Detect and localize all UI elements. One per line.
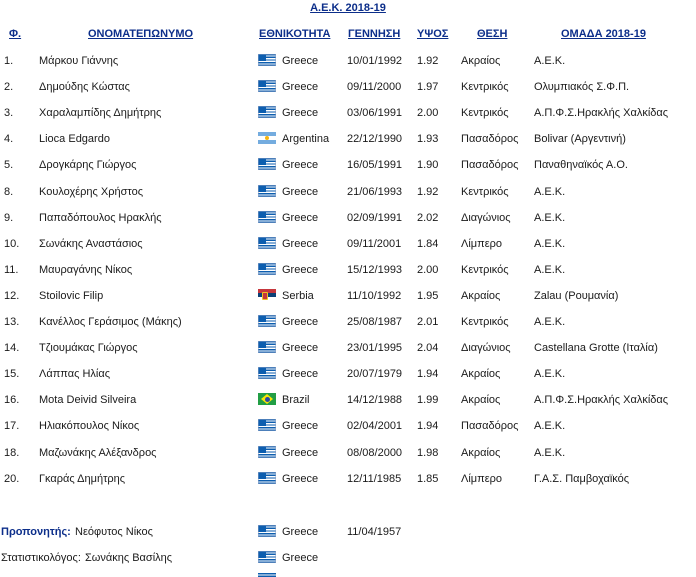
player-nationality: Greece <box>282 368 319 380</box>
player-team: Α.Ε.Κ. <box>534 212 566 224</box>
greece-flag-icon <box>258 525 276 537</box>
player-position: Πασαδόρος <box>461 420 519 432</box>
player-nationality: Greece <box>282 212 319 224</box>
header-position: ΘΕΣΗ <box>477 28 508 40</box>
player-nationality: Greece <box>282 107 319 119</box>
player-team: Castellana Grotte (Ιταλία) <box>534 342 658 354</box>
header-birth: ΓΕΝΝΗΣΗ <box>348 28 401 40</box>
player-name: Ηλιακόπουλος Νίκος <box>39 420 140 432</box>
greece-flag-icon <box>258 237 276 249</box>
player-position: Κεντρικός <box>461 107 509 119</box>
player-team: Α.Ε.Κ. <box>534 186 566 198</box>
player-position: Πασαδόρος <box>461 159 519 171</box>
player-nationality: Greece <box>282 55 319 67</box>
player-name: Μάρκου Γιάννης <box>39 55 119 67</box>
player-name: Lioca Edgardo <box>39 133 110 145</box>
greece-flag-icon <box>258 419 276 431</box>
player-number: 11. <box>4 264 19 276</box>
header-number: Φ. <box>9 28 22 40</box>
player-position: Ακραίος <box>461 55 501 67</box>
table-row <box>0 132 696 152</box>
player-birth: 03/06/1991 <box>347 107 403 119</box>
greece-flag-icon <box>258 315 276 327</box>
player-position: Πασαδόρος <box>461 133 519 145</box>
argentina-flag-icon <box>258 132 276 144</box>
player-birth: 02/09/1991 <box>347 212 403 224</box>
player-number: 9. <box>4 212 14 224</box>
player-nationality: Greece <box>282 159 319 171</box>
player-number: 13. <box>4 316 20 328</box>
player-nationality: Greece <box>282 473 319 485</box>
player-birth: 15/12/1993 <box>347 264 403 276</box>
header-nationality: ΕΘΝΙΚΟΤΗΤΑ <box>259 28 331 40</box>
serbia-flag-icon <box>258 289 276 301</box>
player-name: Παπαδόπουλος Ηρακλής <box>39 212 162 224</box>
player-position: Κεντρικός <box>461 81 509 93</box>
player-name: Stoilovic Filip <box>39 290 104 302</box>
player-name: Χαραλαμπίδης Δημήτρης <box>39 107 162 119</box>
table-row <box>0 315 696 335</box>
staff-row <box>0 525 696 545</box>
player-nationality: Argentina <box>282 133 330 145</box>
player-team: Α.Ε.Κ. <box>534 264 566 276</box>
table-row <box>0 419 696 439</box>
player-birth: 23/01/1995 <box>347 342 403 354</box>
player-team: Α.Π.Φ.Σ.Ηρακλής Χαλκίδας <box>534 107 669 119</box>
player-number: 10. <box>4 238 20 250</box>
player-name: Σωνάκης Αναστάσιος <box>39 238 143 250</box>
table-row <box>0 393 696 413</box>
staff-row <box>0 551 696 571</box>
greece-flag-icon <box>258 367 276 379</box>
player-height: 1.84 <box>417 238 439 250</box>
player-nationality: Brazil <box>282 394 310 406</box>
player-number: 15. <box>4 368 20 380</box>
table-row <box>0 80 696 100</box>
player-number: 18. <box>4 447 20 459</box>
player-height: 1.90 <box>417 159 439 171</box>
player-number: 5. <box>4 159 14 171</box>
player-nationality: Greece <box>282 264 319 276</box>
greece-flag-icon <box>258 80 276 92</box>
player-team: Α.Ε.Κ. <box>534 55 566 67</box>
player-position: Ακραίος <box>461 447 501 459</box>
player-number: 8. <box>4 186 14 198</box>
staff-birth: 11/04/1957 <box>347 526 402 538</box>
player-number: 1. <box>4 55 14 67</box>
header-team: ΟΜΑΔΑ 2018-19 <box>561 28 646 40</box>
player-name: Γκαράς Δημήτρης <box>39 473 126 485</box>
table-row <box>0 263 696 283</box>
player-nationality: Greece <box>282 81 319 93</box>
player-team: Γ.Α.Σ. Παμβοχαϊκός <box>534 473 630 485</box>
player-nationality: Serbia <box>282 290 314 302</box>
table-row <box>0 158 696 178</box>
player-position: Λίμπερο <box>461 473 502 485</box>
player-number: 20. <box>4 473 20 485</box>
player-height: 1.99 <box>417 394 439 406</box>
player-nationality: Greece <box>282 238 319 250</box>
player-name: Δημούδης Κώστας <box>39 81 130 93</box>
table-row <box>0 211 696 231</box>
player-birth: 08/08/2000 <box>347 447 403 459</box>
brazil-flag-icon <box>258 393 276 405</box>
table-row <box>0 54 696 74</box>
player-birth: 02/04/2001 <box>347 420 403 432</box>
greece-flag-icon <box>258 263 276 275</box>
player-number: 3. <box>4 107 14 119</box>
player-position: Λίμπερο <box>461 238 502 250</box>
player-birth: 12/11/1985 <box>347 473 402 485</box>
player-position: Ακραίος <box>461 290 501 302</box>
player-height: 1.94 <box>417 420 439 432</box>
player-team: Α.Ε.Κ. <box>534 447 566 459</box>
player-name: Κουλοχέρης Χρήστος <box>39 186 144 198</box>
player-number: 12. <box>4 290 20 302</box>
player-name: Δρογκάρης Γιώργος <box>39 159 137 171</box>
player-position: Κεντρικός <box>461 186 509 198</box>
player-number: 17. <box>4 420 20 432</box>
greece-flag-icon <box>258 211 276 223</box>
player-height: 1.95 <box>417 290 439 302</box>
player-nationality: Greece <box>282 342 319 354</box>
player-team: Α.Ε.Κ. <box>534 238 566 250</box>
staff-nationality: Greece <box>282 552 319 564</box>
header-name: ΟΝΟΜΑΤΕΠΩΝΥΜΟ <box>88 28 194 40</box>
player-team: Α.Ε.Κ. <box>534 316 566 328</box>
greece-flag-icon <box>258 472 276 484</box>
greece-flag-icon <box>258 446 276 458</box>
table-row <box>0 446 696 466</box>
table-row <box>0 106 696 126</box>
player-height: 1.98 <box>417 447 439 459</box>
player-birth: 20/07/1979 <box>347 368 403 380</box>
table-row <box>0 367 696 387</box>
page-title: Α.Ε.Κ. 2018-19 <box>310 2 386 14</box>
greece-flag-icon <box>258 106 276 118</box>
player-team: Zalau (Ρουμανία) <box>534 290 619 302</box>
player-height: 2.04 <box>417 342 439 354</box>
player-height: 1.85 <box>417 473 439 485</box>
player-position: Διαγώνιος <box>461 212 511 224</box>
player-nationality: Greece <box>282 316 319 328</box>
player-height: 2.00 <box>417 107 439 119</box>
table-row <box>0 341 696 361</box>
table-row <box>0 185 696 205</box>
greece-flag-icon <box>258 158 276 170</box>
staff-name: Νεόφυτος Νίκος <box>75 526 153 538</box>
player-team: Α.Ε.Κ. <box>534 420 566 432</box>
player-height: 1.93 <box>417 133 439 145</box>
player-number: 14. <box>4 342 20 354</box>
staff-name: Σωνάκης Βασίλης <box>85 552 173 564</box>
player-birth: 25/08/1987 <box>347 316 403 328</box>
player-height: 1.92 <box>417 55 439 67</box>
player-team: Ολυμπιακός Σ.Φ.Π. <box>534 81 630 93</box>
player-position: Ακραίος <box>461 368 501 380</box>
header-height: ΥΨΟΣ <box>417 28 449 40</box>
player-nationality: Greece <box>282 186 319 198</box>
staff-nationality: Greece <box>282 526 319 538</box>
staff-role: Στατιστικολόγος: <box>1 552 81 564</box>
player-birth: 22/12/1990 <box>347 133 403 145</box>
player-birth: 09/11/2000 <box>347 81 402 93</box>
player-height: 2.00 <box>417 264 439 276</box>
player-height: 2.02 <box>417 212 439 224</box>
staff-role: Προπονητής: <box>1 526 71 538</box>
player-birth: 14/12/1988 <box>347 394 403 406</box>
player-birth: 16/05/1991 <box>347 159 403 171</box>
table-row <box>0 472 696 492</box>
greece-flag-icon <box>258 573 276 577</box>
greece-flag-icon <box>258 551 276 563</box>
player-height: 1.92 <box>417 186 439 198</box>
player-team: Παναθηναϊκός Α.Ο. <box>534 159 628 171</box>
player-position: Κεντρικός <box>461 316 509 328</box>
player-number: 16. <box>4 394 20 406</box>
player-birth: 21/06/1993 <box>347 186 403 198</box>
player-height: 1.97 <box>417 81 439 93</box>
player-name: Κανέλλος Γεράσιμος (Μάκης) <box>39 316 182 328</box>
player-name: Λάππας Ηλίας <box>39 368 110 380</box>
player-team: Α.Π.Φ.Σ.Ηρακλής Χαλκίδας <box>534 394 669 406</box>
player-nationality: Greece <box>282 420 319 432</box>
player-height: 2.01 <box>417 316 439 328</box>
player-position: Διαγώνιος <box>461 342 511 354</box>
player-name: Μαζωνάκης Αλέξανδρος <box>39 447 157 459</box>
player-team: Α.Ε.Κ. <box>534 368 566 380</box>
table-row <box>0 237 696 257</box>
player-name: Τζιουμάκας Γιώργος <box>39 342 138 354</box>
player-number: 4. <box>4 133 14 145</box>
player-height: 1.94 <box>417 368 439 380</box>
player-name: Mota Deivid Silveira <box>39 394 137 406</box>
player-birth: 10/01/1992 <box>347 55 403 67</box>
player-team: Bolivar (Αργεντινή) <box>534 133 626 145</box>
player-number: 2. <box>4 81 14 93</box>
greece-flag-icon <box>258 341 276 353</box>
table-row <box>0 289 696 309</box>
greece-flag-icon <box>258 54 276 66</box>
player-name: Μαυραγάνης Νίκος <box>39 264 133 276</box>
player-position: Ακραίος <box>461 394 501 406</box>
player-birth: 11/10/1992 <box>347 290 402 302</box>
player-position: Κεντρικός <box>461 264 509 276</box>
player-birth: 09/11/2001 <box>347 238 402 250</box>
greece-flag-icon <box>258 185 276 197</box>
player-nationality: Greece <box>282 447 319 459</box>
